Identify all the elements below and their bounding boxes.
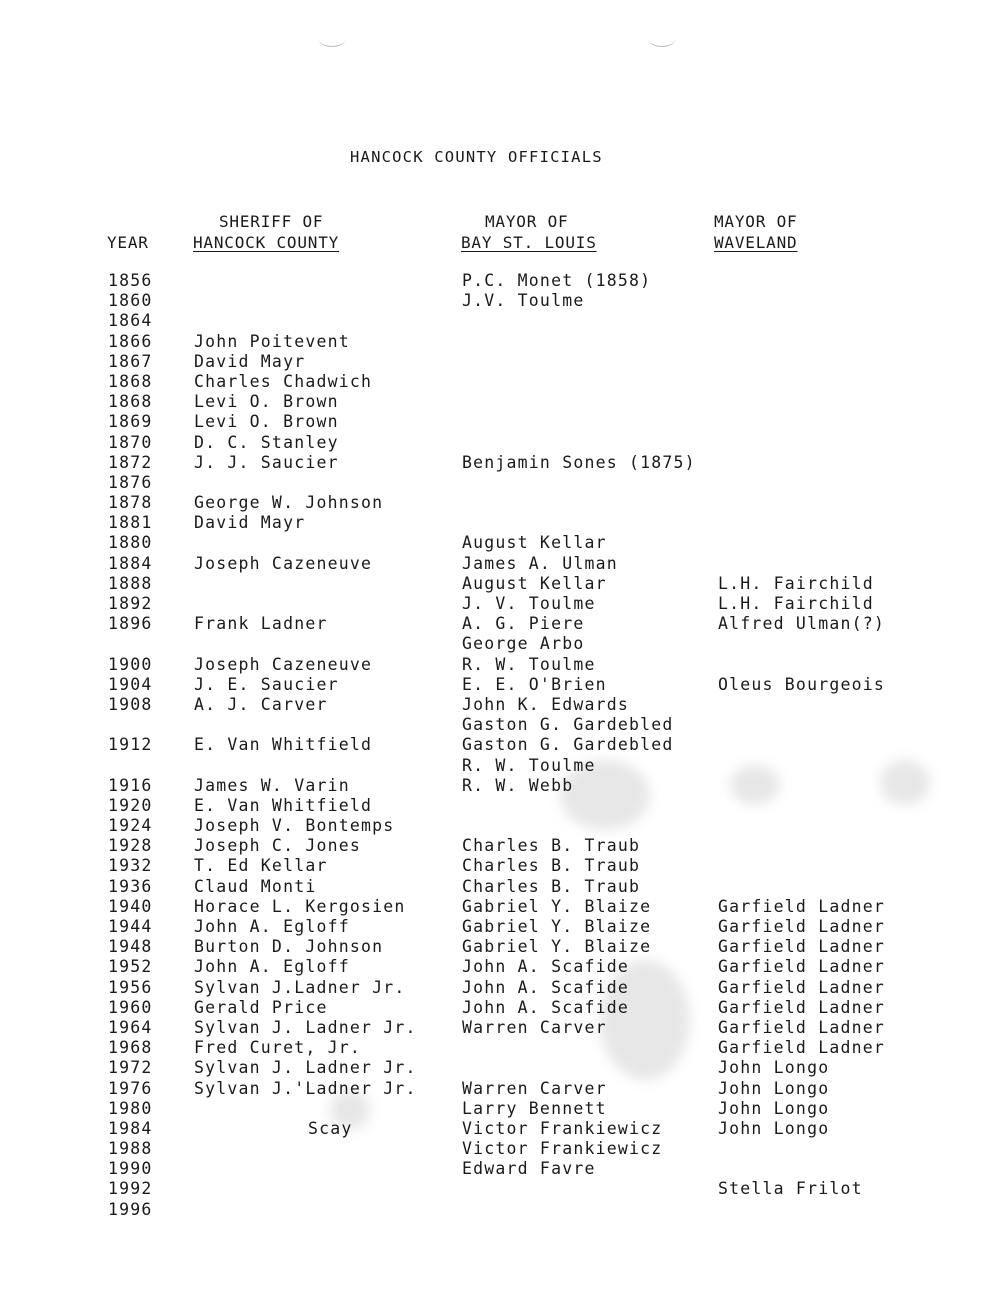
sheriff-cell: J. J. Saucier [194, 452, 339, 472]
year-cell: 1944 [108, 917, 153, 936]
table-row [0, 856, 992, 876]
bay-mayor-cell: John K. Edwards [462, 694, 630, 714]
bay-mayor-cell: Edward Favre [462, 1159, 596, 1179]
sheriff-cell: Fred Curet, Jr. [194, 1038, 362, 1058]
table-row [0, 937, 992, 957]
year-cell: 1932 [108, 856, 153, 876]
table-row [0, 372, 992, 392]
table-row [0, 513, 992, 533]
sheriff-cell: A. J. Carver [194, 694, 328, 714]
bay-mayor-cell: Gabriel Y. Blaize [462, 896, 652, 916]
waveland-mayor-cell: Garfield Ladner [718, 937, 886, 957]
waveland-mayor-cell: Garfield Ladner [718, 997, 886, 1017]
sheriff-cell: Joseph Cazeneuve [194, 553, 373, 573]
header-bay-line2: BAY ST. LOUIS [461, 233, 597, 252]
year-cell: 1924 [108, 816, 153, 836]
sheriff-cell: Sylvan J. Ladner Jr. [194, 1058, 417, 1078]
header-sheriff [193, 211, 339, 253]
table-row [0, 917, 992, 937]
bay-mayor-cell: Charles B. Traub [462, 876, 641, 896]
table-row [0, 1179, 992, 1199]
table-row [0, 271, 992, 291]
waveland-mayor-cell: Garfield Ladner [718, 896, 886, 916]
waveland-mayor-cell: Garfield Ladner [718, 1038, 886, 1058]
table-row [0, 1099, 992, 1119]
bay-mayor-cell: Charles B. Traub [462, 836, 641, 856]
year-cell: 1867 [108, 351, 153, 371]
year-cell: 1866 [108, 331, 153, 351]
waveland-mayor-cell: John Longo [718, 1078, 830, 1098]
table-row [0, 735, 992, 755]
year-cell: 1948 [108, 937, 153, 957]
punch-mark-left [318, 30, 346, 47]
bay-mayor-cell: Gabriel Y. Blaize [462, 917, 652, 936]
bay-mayor-cell: John A. Scafide [462, 997, 630, 1017]
bay-mayor-cell: August Kellar [462, 573, 607, 593]
bay-mayor-cell: George Arbo [462, 634, 585, 654]
table-row [0, 574, 992, 594]
year-cell: 1864 [108, 311, 153, 331]
year-cell: 1912 [108, 735, 153, 755]
bay-mayor-cell: Larry Bennett [462, 1098, 607, 1118]
table-row [0, 634, 992, 654]
table-row [0, 1018, 992, 1038]
punch-mark-right [648, 30, 676, 47]
year-cell: 1980 [108, 1098, 153, 1118]
table-row [0, 756, 992, 776]
sheriff-cell: Sylvan J.Ladner Jr. [194, 977, 406, 997]
sheriff-cell: Horace L. Kergosien [194, 896, 406, 916]
header-sheriff-line1: SHERIFF OF [219, 212, 324, 231]
bay-mayor-cell: R. W. Toulme [462, 654, 596, 674]
bay-mayor-cell: Gaston G. Gardebled [462, 735, 674, 755]
year-cell: 1892 [108, 594, 153, 613]
header-waveland-line2: WAVELAND [714, 233, 798, 252]
waveland-mayor-cell: L.H. Fairchild [718, 573, 874, 593]
sheriff-cell: Sylvan J.'Ladner Jr. [194, 1078, 417, 1098]
year-cell: 1984 [108, 1118, 153, 1138]
header-year: YEAR [107, 233, 149, 252]
sheriff-cell: E. Van Whitfield [194, 795, 373, 815]
waveland-mayor-cell: Garfield Ladner [718, 917, 886, 936]
sheriff-cell: George W. Johnson [194, 493, 384, 513]
sheriff-cell: John A. Egloff [194, 917, 350, 936]
table-row [0, 836, 992, 856]
table-row [0, 796, 992, 816]
year-cell: 1896 [108, 614, 153, 634]
waveland-mayor-cell: John Longo [718, 1098, 830, 1118]
waveland-mayor-cell: Garfield Ladner [718, 977, 886, 997]
bay-mayor-cell: Gabriel Y. Blaize [462, 937, 652, 957]
sheriff-cell: J. E. Saucier [194, 674, 339, 694]
table-row [0, 473, 992, 493]
table-row [0, 594, 992, 614]
bay-mayor-cell: Victor Frankiewicz [462, 1139, 663, 1159]
year-cell: 1878 [108, 493, 153, 513]
sheriff-cell: Levi O. Brown [194, 412, 339, 432]
year-cell: 1860 [108, 291, 153, 311]
year-cell: 1888 [108, 573, 153, 593]
sheriff-cell: David Mayr [194, 513, 306, 533]
sheriff-cell: Burton D. Johnson [194, 937, 384, 957]
bay-mayor-cell: Benjamin Sones (1875) [462, 452, 696, 472]
year-cell: 1856 [108, 271, 153, 290]
table-row [0, 1038, 992, 1058]
year-cell: 1870 [108, 432, 153, 452]
sheriff-cell: E. Van Whitfield [194, 735, 373, 755]
sheriff-cell: T. Ed Kellar [194, 856, 328, 876]
table-row [0, 957, 992, 977]
sheriff-cell: Gerald Price [194, 997, 328, 1017]
table-row [0, 715, 992, 735]
bay-mayor-cell: J.V. Toulme [462, 291, 585, 311]
sheriff-cell: John Poitevent [194, 331, 350, 351]
header-sheriff-line2: HANCOCK COUNTY [193, 233, 340, 252]
year-cell: 1990 [108, 1159, 153, 1179]
table-row [0, 392, 992, 412]
bay-mayor-cell: R. W. Webb [462, 775, 574, 795]
year-cell: 1996 [108, 1199, 153, 1219]
table-row [0, 776, 992, 796]
table-row [0, 533, 992, 553]
table-row [0, 877, 992, 897]
table-row [0, 1159, 992, 1179]
year-cell: 1940 [108, 896, 153, 916]
sheriff-cell: John A. Egloff [194, 957, 350, 977]
table-row [0, 695, 992, 715]
waveland-mayor-cell: L.H. Fairchild [718, 594, 874, 613]
year-cell: 1876 [108, 472, 153, 492]
year-cell: 1976 [108, 1078, 153, 1098]
table-row [0, 978, 992, 998]
table-row [0, 1119, 992, 1139]
table-row [0, 816, 992, 836]
year-cell: 1868 [108, 392, 153, 412]
table-row [0, 655, 992, 675]
bay-mayor-cell: August Kellar [462, 533, 607, 553]
year-cell: 1916 [108, 775, 153, 795]
table-row [0, 412, 992, 432]
table-row [0, 433, 992, 453]
bay-mayor-cell: Warren Carver [462, 1017, 607, 1037]
table-row [0, 1139, 992, 1159]
sheriff-cell: James W. Varin [194, 775, 350, 795]
table-row [0, 1079, 992, 1099]
sheriff-cell: Levi O. Brown [194, 392, 339, 412]
table-row [0, 897, 992, 917]
sheriff-cell: Joseph C. Jones [194, 836, 362, 856]
year-cell: 1960 [108, 997, 153, 1017]
bay-mayor-cell: John A. Scafide [462, 957, 630, 977]
table-row [0, 332, 992, 352]
sheriff-cell: Joseph Cazeneuve [194, 654, 373, 674]
year-cell: 1992 [108, 1179, 153, 1199]
year-cell: 1904 [108, 674, 153, 694]
year-cell: 1936 [108, 876, 153, 896]
officials-table [0, 271, 992, 1220]
waveland-mayor-cell: Alfred Ulman(?) [718, 614, 886, 634]
sheriff-cell: D. C. Stanley [194, 432, 339, 452]
bay-mayor-cell: John A. Scafide [462, 977, 630, 997]
table-row [0, 493, 992, 513]
waveland-mayor-cell: Oleus Bourgeois [718, 674, 886, 694]
table-row [0, 352, 992, 372]
year-cell: 1928 [108, 836, 153, 856]
table-row [0, 311, 992, 331]
year-cell: 1988 [108, 1139, 153, 1159]
bay-mayor-cell: Victor Frankiewicz [462, 1118, 663, 1138]
header-waveland-line1: MAYOR OF [714, 212, 798, 231]
bay-mayor-cell: Warren Carver [462, 1078, 607, 1098]
bay-mayor-cell: E. E. O'Brien [462, 674, 607, 694]
year-cell: 1869 [108, 412, 153, 432]
table-row [0, 1200, 992, 1220]
sheriff-cell: Sylvan J. Ladner Jr. [194, 1017, 417, 1037]
waveland-mayor-cell: Garfield Ladner [718, 1017, 886, 1037]
waveland-mayor-cell: Stella Frilot [718, 1179, 863, 1199]
sheriff-cell: David Mayr [194, 351, 306, 371]
bay-mayor-cell: Gaston G. Gardebled [462, 715, 674, 735]
bay-mayor-cell: P.C. Monet (1858) [462, 271, 652, 290]
sheriff-cell: Scay [308, 1118, 353, 1138]
year-cell: 1968 [108, 1038, 153, 1058]
year-cell: 1920 [108, 795, 153, 815]
table-row [0, 291, 992, 311]
header-bay-line1: MAYOR OF [485, 212, 569, 231]
year-cell: 1880 [108, 533, 153, 553]
year-cell: 1956 [108, 977, 153, 997]
waveland-mayor-cell: Garfield Ladner [718, 957, 886, 977]
sheriff-cell: Charles Chadwich [194, 371, 373, 391]
header-bay-st-louis [461, 211, 597, 253]
table-row [0, 1058, 992, 1078]
bay-mayor-cell: R. W. Toulme [462, 755, 596, 775]
bay-mayor-cell: Charles B. Traub [462, 856, 641, 876]
sheriff-cell: Frank Ladner [194, 614, 328, 634]
year-cell: 1868 [108, 371, 153, 391]
year-cell: 1964 [108, 1017, 153, 1037]
waveland-mayor-cell: John Longo [718, 1058, 830, 1078]
waveland-mayor-cell: John Longo [718, 1118, 830, 1138]
year-cell: 1972 [108, 1058, 153, 1078]
year-cell: 1872 [108, 452, 153, 472]
sheriff-cell: Claud Monti [194, 876, 317, 896]
page-title: HANCOCK COUNTY OFFICIALS [350, 148, 603, 166]
sheriff-cell: Joseph V. Bontemps [194, 816, 395, 836]
year-cell: 1884 [108, 553, 153, 573]
year-cell: 1900 [108, 654, 153, 674]
header-waveland [714, 211, 797, 253]
bay-mayor-cell: A. G. Piere [462, 614, 585, 634]
table-row [0, 675, 992, 695]
table-row [0, 453, 992, 473]
bay-mayor-cell: James A. Ulman [462, 553, 618, 573]
table-row [0, 998, 992, 1018]
year-cell: 1952 [108, 957, 153, 977]
bay-mayor-cell: J. V. Toulme [462, 594, 596, 613]
year-cell: 1881 [108, 513, 153, 533]
table-row [0, 614, 992, 634]
year-cell: 1908 [108, 694, 153, 714]
table-row [0, 554, 992, 574]
